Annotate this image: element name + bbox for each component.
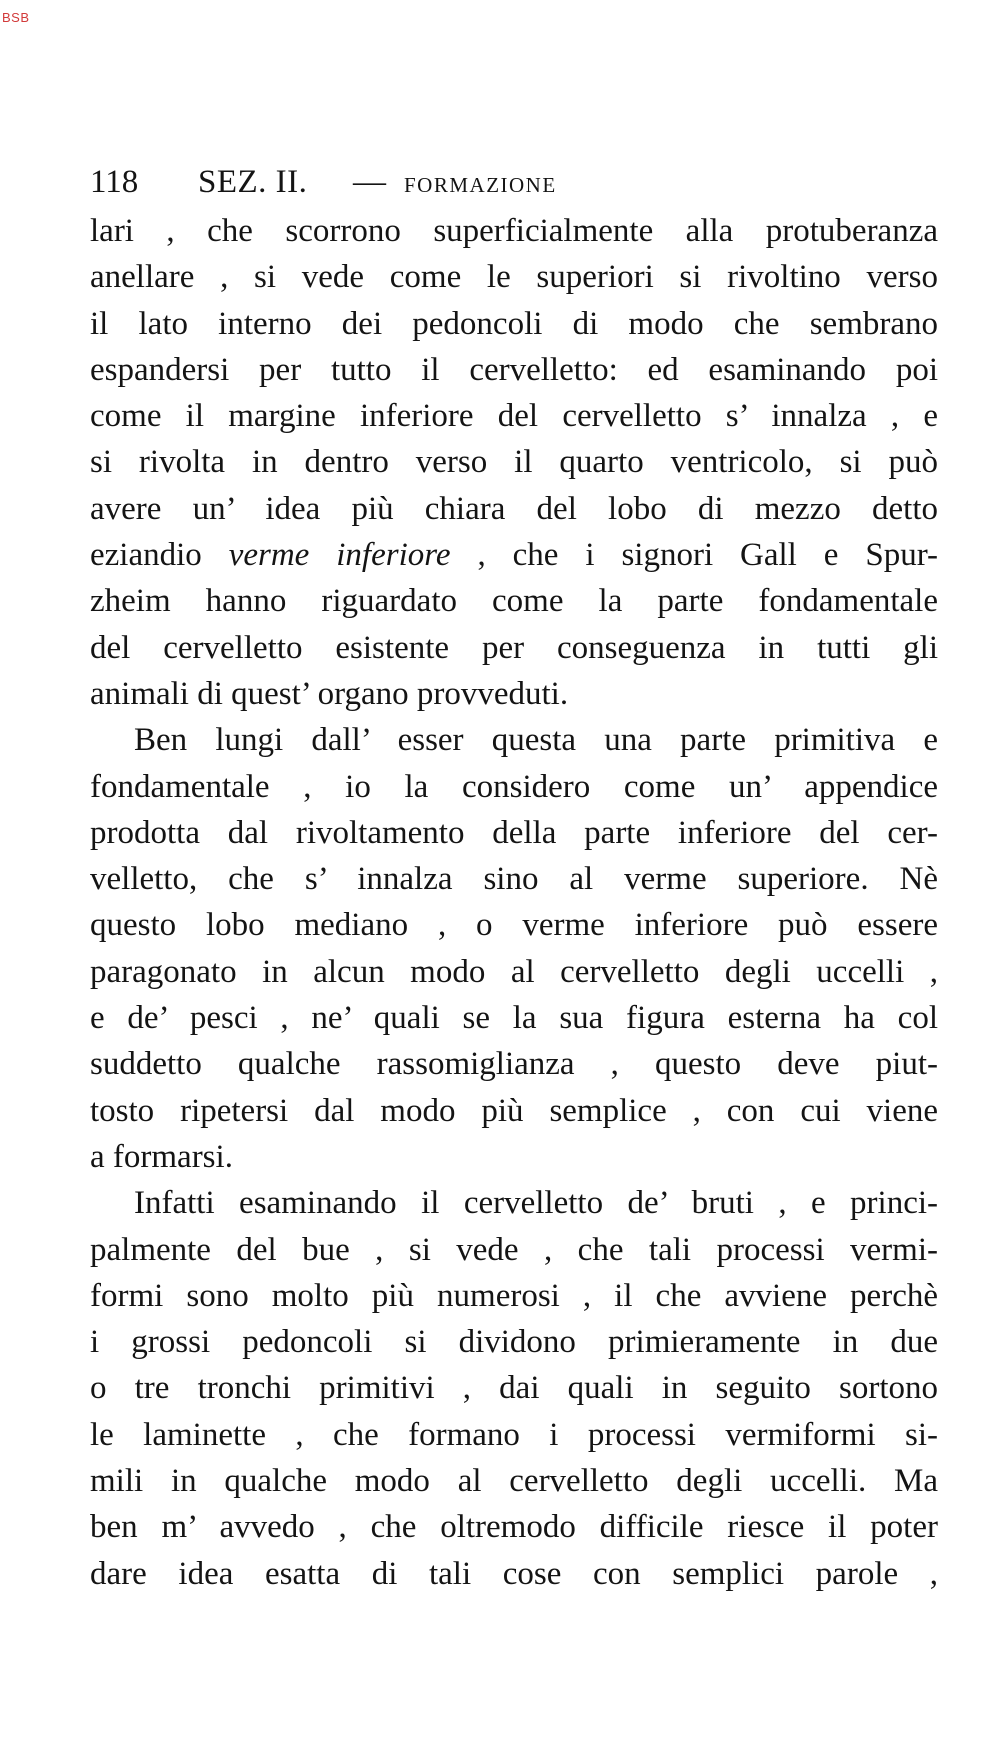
library-watermark: BSB bbox=[2, 10, 30, 25]
text-line: Infatti esaminando il cervelletto de’ bruti , e princi- bbox=[134, 1185, 938, 1222]
page-header bbox=[90, 162, 930, 202]
page-number: 118 bbox=[90, 164, 139, 200]
header-dash: — bbox=[353, 164, 386, 200]
text-line: espandersi per tutto il cervelletto: ed esaminando poi bbox=[90, 351, 938, 388]
section-label: SEZ. II. bbox=[198, 164, 308, 200]
text-line: questo lobo mediano , o verme inferiore può essere bbox=[90, 907, 938, 944]
text-line: o tre tronchi primitivi , dai quali in seguito sortono bbox=[90, 1370, 938, 1407]
text-line: formi sono molto più numerosi , il che avviene perchè bbox=[90, 1277, 938, 1314]
text-line: i grossi pedoncoli si dividono primieramente in due bbox=[90, 1324, 938, 1361]
italic-term: verme inferiore bbox=[228, 537, 451, 574]
paragraph bbox=[90, 717, 938, 1180]
text-line: suddetto qualche rassomiglianza , questo deve piut- bbox=[90, 1046, 938, 1083]
text-line: Ben lungi dall’ esser questa una parte primitiva e bbox=[134, 722, 938, 759]
text-line: zheim hanno riguardato come la parte fondamentale bbox=[90, 583, 938, 620]
text-line: animali di quest’ organo provveduti. bbox=[90, 675, 569, 712]
text-line: mili in qualche modo al cervelletto degli uccelli. Ma bbox=[90, 1463, 938, 1500]
text-line: come il margine inferiore del cervelletto s’ innalza , e bbox=[90, 398, 938, 435]
text-line: prodotta dal rivoltamento della parte inferiore del cer- bbox=[90, 814, 938, 851]
text-line: il lato interno dei pedoncoli di modo che sembrano bbox=[90, 305, 938, 342]
text-line: tosto ripetersi dal modo più semplice , con cui viene bbox=[90, 1092, 938, 1129]
text-line: ben m’ avvedo , che oltremodo difficile riesce il poter bbox=[90, 1509, 938, 1546]
text-line: dare idea esatta di tali cose con semplici parole , bbox=[90, 1555, 938, 1592]
text-line: velletto, che s’ innalza sino al verme superiore. Nè bbox=[90, 861, 938, 898]
text-line: le laminette , che formano i processi vermiformi si- bbox=[90, 1416, 938, 1453]
text-line: del cervelletto esistente per conseguenza in tutti gli bbox=[90, 629, 938, 666]
text-line: e de’ pesci , ne’ quali se la sua figura esterna ha col bbox=[90, 1000, 938, 1037]
body-text bbox=[90, 208, 938, 1597]
paragraph bbox=[90, 208, 938, 717]
text-line: anellare , si vede come le superiori si rivoltino verso bbox=[90, 259, 938, 296]
text-line: avere un’ idea più chiara del lobo di mezzo detto bbox=[90, 490, 938, 527]
text-line: lari , che scorrono superficialmente alla protuberanza bbox=[90, 213, 938, 249]
text-line: palmente del bue , si vede , che tali processi vermi- bbox=[90, 1231, 938, 1268]
running-title: FORMAZIONE bbox=[404, 173, 557, 197]
text-line: a formarsi. bbox=[90, 1138, 233, 1175]
text-line: eziandio verme inferiore , che i signori Gall e Spur- bbox=[90, 537, 939, 574]
text-line: fondamentale , io la considero come un’ appendice bbox=[90, 768, 938, 805]
paragraph bbox=[90, 1180, 938, 1597]
text-line: paragonato in alcun modo al cervelletto degli uccelli , bbox=[90, 953, 938, 990]
text-line: si rivolta in dentro verso il quarto ventricolo, si può bbox=[90, 444, 938, 481]
